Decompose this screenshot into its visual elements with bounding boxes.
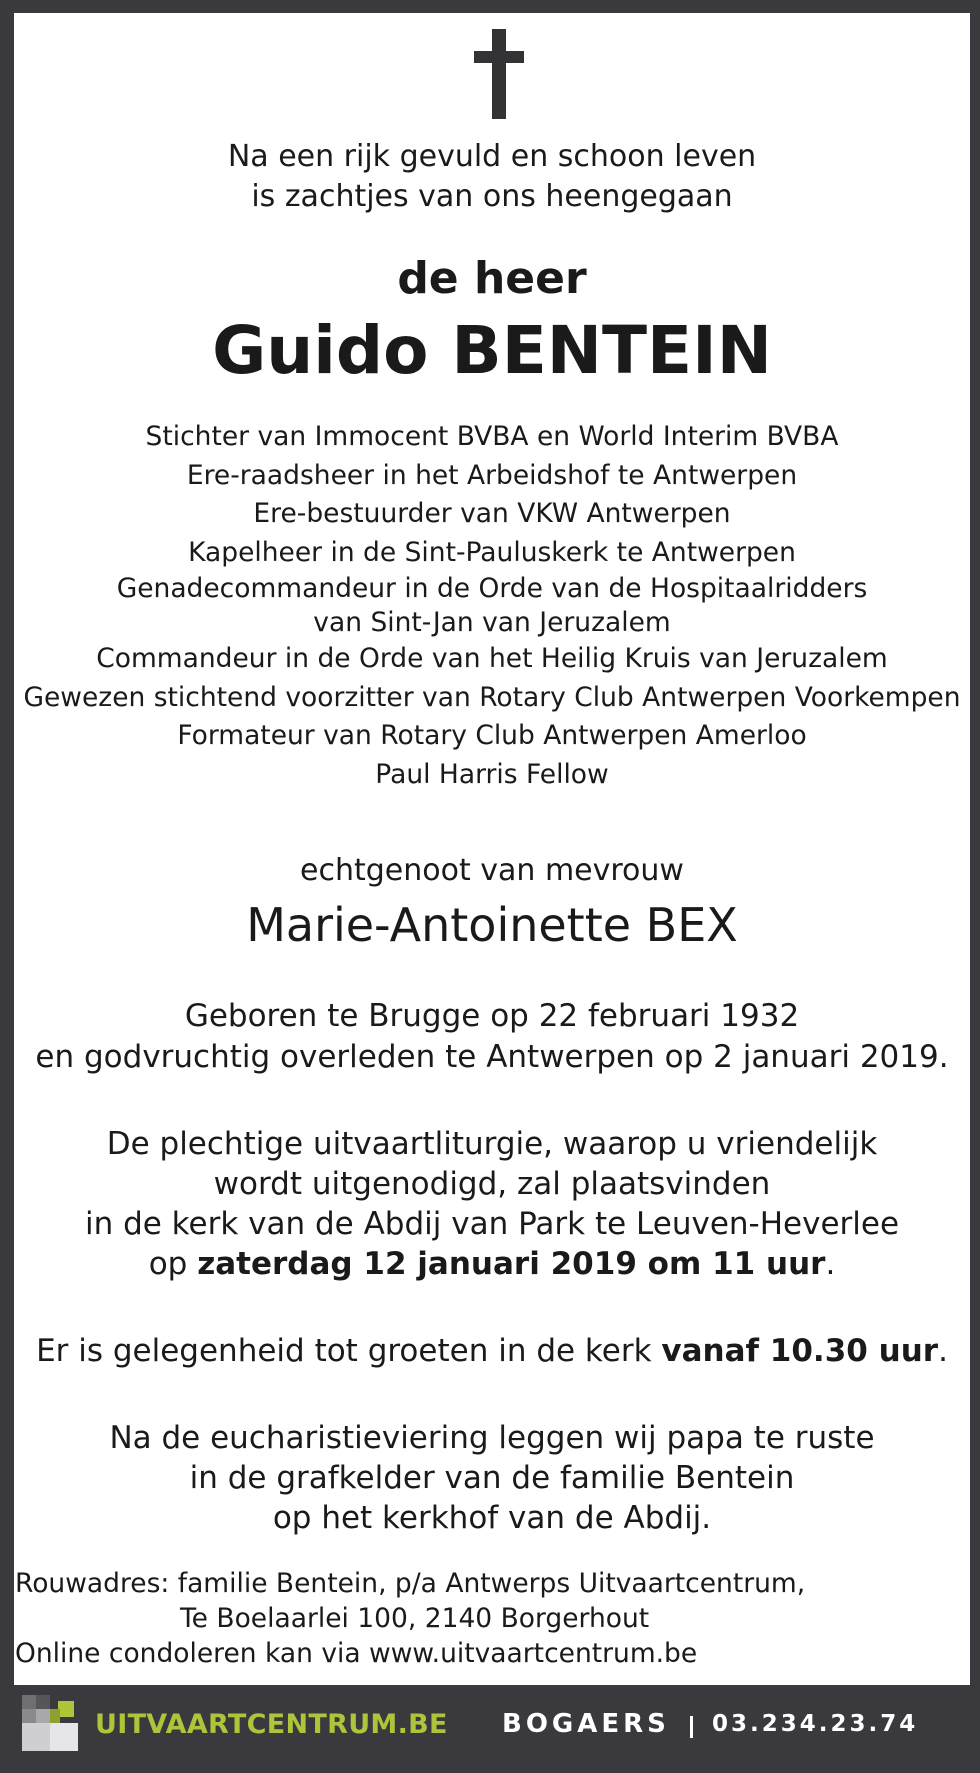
greeting-suffix: .: [938, 1333, 948, 1369]
liturgy-date: zaterdag 12 januari 2019 om 11 uur: [197, 1246, 826, 1282]
titles-list: [14, 418, 970, 794]
deceased-name: Guido BENTEIN: [212, 312, 772, 389]
burial-line: Na de eucharistieviering leggen wij papa te ruste: [109, 1420, 875, 1456]
footer-bar: [0, 1685, 980, 1773]
greeting-time: vanaf 10.30 uur: [661, 1333, 939, 1369]
death-line: en godvruchtig overleden te Antwerpen op 2 januari 2019.: [35, 1039, 949, 1075]
liturgy-text: [14, 1124, 970, 1284]
partner-name: BOGAERS: [502, 1709, 670, 1739]
phone-number: 03.234.23.74: [712, 1711, 919, 1737]
intro-text: [14, 137, 970, 217]
separator: [690, 1716, 693, 1738]
burial-text: [14, 1418, 970, 1538]
burial-line: op het kerkhof van de Abdij.: [272, 1500, 712, 1536]
liturgy-line: in de kerk van de Abdij van Park te Leuven-Heverlee: [84, 1206, 900, 1242]
title-line: Genadecommandeur in de Orde van de Hospitaalridders: [116, 573, 868, 604]
honorific: de heer: [397, 253, 587, 304]
liturgy-line: De plechtige uitvaartliturgie, waarop u vriendelijk: [106, 1126, 878, 1162]
cross-icon: [474, 29, 524, 119]
address-line: Te Boelaarlei 100, 2140 Borgerhout: [180, 1603, 650, 1634]
spouse-label: echtgenoot van mevrouw: [300, 853, 684, 888]
liturgy-date-prefix: op: [148, 1246, 198, 1282]
address-line: Rouwadres: familie Bentein, p/a Antwerps Uitvaartcentrum,: [15, 1568, 806, 1599]
greeting-prefix: Er is gelegenheid tot groeten in de kerk: [36, 1333, 662, 1369]
condolence-link[interactable]: Online condoleren kan via www.uitvaartcentrum.be: [15, 1638, 698, 1669]
title-line: Kapelheer in de Sint-Pauluskerk te Antwerpen: [188, 536, 796, 568]
birth-death-text: [14, 996, 970, 1078]
title-line: van Sint-Jan van Jeruzalem: [313, 607, 671, 638]
title-line: Commandeur in de Orde van het Heilig Kruis van Jeruzalem: [96, 643, 888, 674]
intro-line: Na een rijk gevuld en schoon leven: [227, 139, 757, 174]
title-line: Ere-bestuurder van VKW Antwerpen: [253, 498, 731, 529]
liturgy-date-suffix: .: [825, 1246, 836, 1282]
brand-name[interactable]: UITVAARTCENTRUM.BE: [95, 1709, 448, 1740]
mourning-address: [15, 1566, 805, 1671]
title-line: Ere-raadsheer in het Arbeidshof te Antwerpen: [186, 459, 798, 491]
title-line: Paul Harris Fellow: [375, 758, 609, 790]
spouse-name: Marie-Antoinette BEX: [246, 898, 738, 952]
burial-line: in de grafkelder van de familie Bentein: [189, 1460, 795, 1496]
liturgy-line: wordt uitgenodigd, zal plaatsvinden: [213, 1166, 771, 1202]
title-line: Formateur van Rotary Club Antwerpen Amerloo: [177, 720, 807, 751]
title-line: Gewezen stichtend voorzitter van Rotary Club Antwerpen Voorkempen: [23, 681, 961, 713]
obituary-card: [14, 13, 970, 1685]
birth-line: Geboren te Brugge op 22 februari 1932: [184, 998, 800, 1034]
title-line: Stichter van Immocent BVBA en World Interim BVBA: [145, 421, 839, 452]
greeting-text: [14, 1331, 970, 1371]
intro-line: is zachtjes van ons heengegaan: [251, 179, 733, 214]
liturgy-date-line: [14, 1244, 970, 1284]
pixel-squares-logo-icon: [22, 1695, 82, 1755]
